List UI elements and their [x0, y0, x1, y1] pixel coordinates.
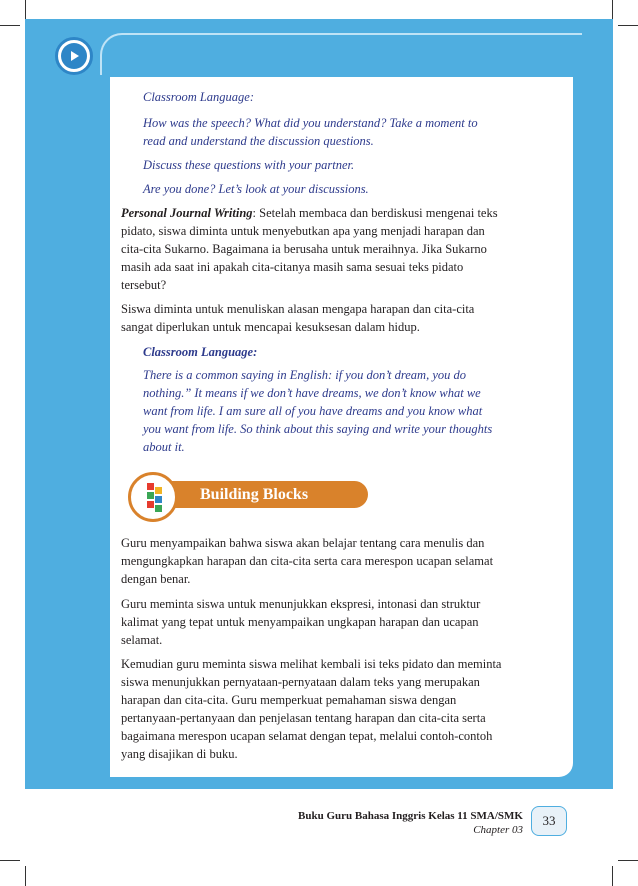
body-line: Guru meminta siswa untuk menunjukkan ekspresi, intonasi dan struktur — [121, 597, 481, 611]
crop-mark — [0, 860, 20, 861]
classroom-language-heading: Classroom Language: — [143, 90, 255, 104]
body-line: mengungkapkan harapan dan cita-cita serta cara merespon ucapan selamat — [121, 554, 494, 568]
crop-mark — [25, 0, 26, 20]
body-line: bagaimana merespon ucapan selamat dengan tepat, melalui contoh-contoh — [121, 729, 493, 743]
classroom-language-line: How was the speech? What did you understand? Take a moment to — [143, 116, 478, 130]
reason-paragraph — [121, 300, 549, 336]
section-title: Building Blocks — [200, 486, 309, 503]
classroom-language-line: you want from life. So think about this saying and write your thoughts — [143, 422, 493, 436]
body-line: selamat. — [121, 633, 163, 647]
classroom-language-line: Discuss these questions with your partner. — [143, 158, 355, 172]
journal-line: : Setelah membaca dan berdiskusi mengenai teks — [252, 206, 498, 220]
classroom-language-line: Are you done? Let’s look at your discussions. — [143, 182, 369, 196]
classroom-language-line: nothing.” It means if we don’t have dreams, we don’t know what we — [143, 386, 481, 400]
body-line: Guru menyampaikan bahwa siswa akan belajar tentang cara menulis dan — [121, 536, 485, 550]
classroom-language-heading: Classroom Language: — [143, 345, 258, 359]
body-paragraph — [121, 595, 549, 649]
classroom-language-line: about it. — [143, 440, 185, 454]
body-line: harapan dan cita-cita. Guru memperkuat pemahaman siswa dengan — [121, 693, 457, 707]
crop-mark — [0, 25, 20, 26]
classroom-language-line: read and understand the discussion questions. — [143, 134, 374, 148]
journal-line: tersebut? — [121, 278, 167, 292]
blocks-icon — [128, 472, 178, 522]
section-heading — [170, 481, 368, 508]
classroom-language-line: There is a common saying in English: if you don’t dream, you do — [143, 368, 466, 382]
body-line: siswa menunjukkan pernyataan-pernyataan dalam teks yang merupakan — [121, 675, 480, 689]
play-icon — [55, 37, 93, 75]
journal-paragraph — [121, 204, 549, 294]
crop-mark — [25, 866, 26, 886]
body-paragraph — [121, 655, 549, 763]
body-paragraph — [121, 534, 549, 588]
journal-line: masih ada saat ini apakah cita-citanya masih sama sesuai teks pidato — [121, 260, 464, 274]
body-line: yang disajikan di buku. — [121, 747, 238, 761]
footer-book-title: Buku Guru Bahasa Inggris Kelas 11 SMA/SMK — [298, 810, 523, 822]
journal-line: pidato, siswa diminta untuk menyebutkan apa yang menjadi harapan dan — [121, 224, 485, 238]
reason-line: Siswa diminta untuk menuliskan alasan mengapa harapan dan cita-cita — [121, 302, 475, 316]
journal-line: cita-cita Sukarno. Bagaimana ia berusaha untuk meraihnya. Jika Sukarno — [121, 242, 487, 256]
reason-line: sangat diperlukan untuk mencapai kesuksesan dalam hidup. — [121, 320, 420, 334]
crop-mark — [612, 0, 613, 20]
crop-mark — [618, 25, 638, 26]
classroom-language-line: want from life. I am sure all of you have dreams and you know what — [143, 404, 483, 418]
body-line: pertanyaan-pertanyaan dan penjelasan tentang harapan dan cita-cita serta — [121, 711, 486, 725]
body-line: dengan benar. — [121, 572, 191, 586]
page-number: 33 — [531, 806, 567, 836]
body-line: kalimat yang tepat untuk menyampaikan ungkapan harapan dan ucapan — [121, 615, 479, 629]
crop-mark — [612, 866, 613, 886]
journal-label: Personal Journal Writing — [121, 206, 253, 220]
footer-chapter: Chapter 03 — [473, 824, 523, 836]
crop-mark — [618, 860, 638, 861]
frame-decoration — [100, 33, 582, 75]
body-line: Kemudian guru meminta siswa melihat kembali isi teks pidato dan meminta — [121, 657, 502, 671]
